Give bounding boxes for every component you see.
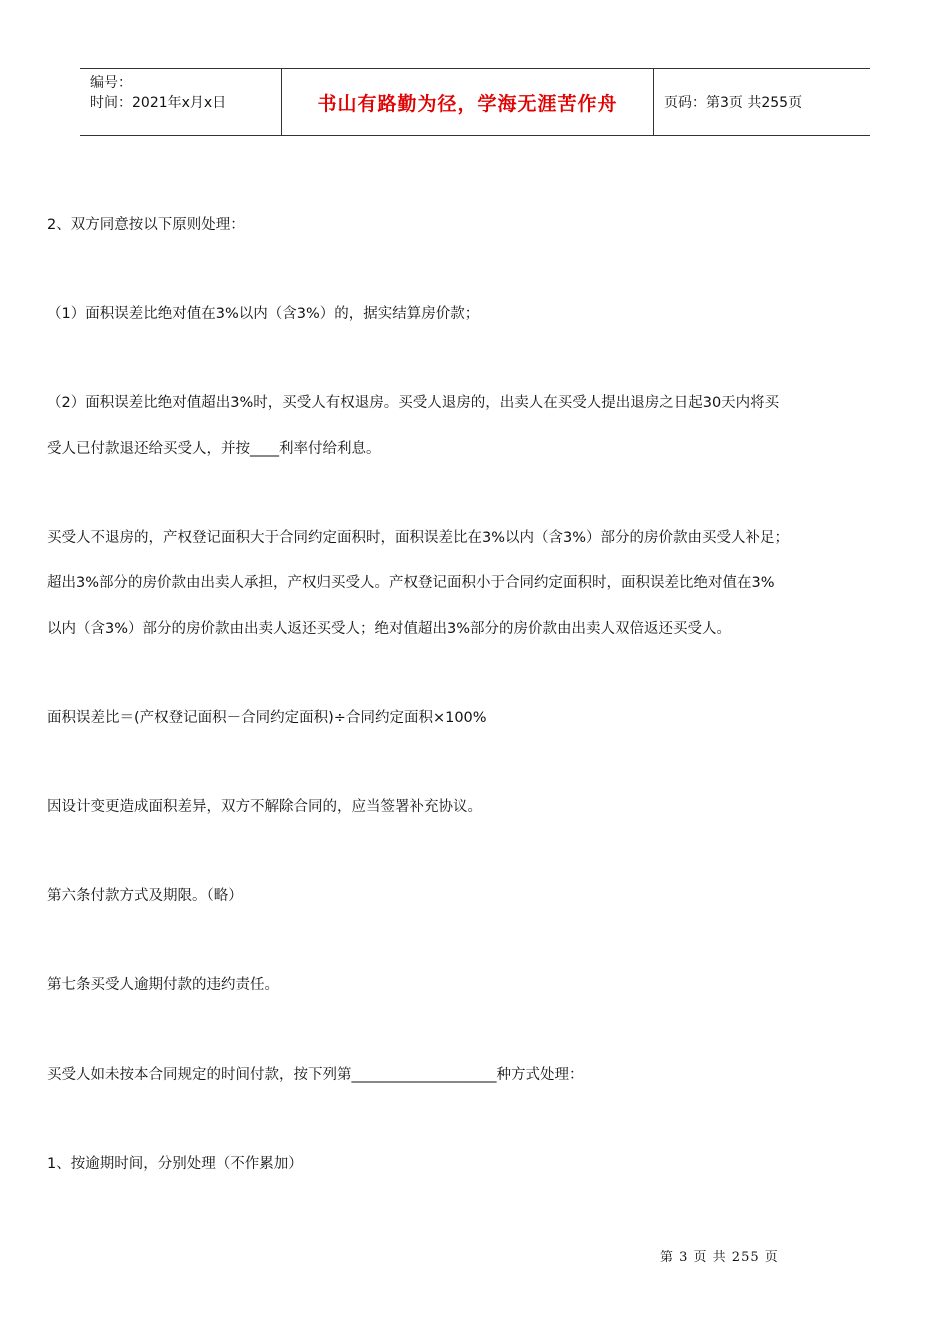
- paragraph-line: 2、双方同意按以下原则处理：: [47, 217, 245, 233]
- page-footer: 第 3 页 共 255 页: [660, 1250, 779, 1265]
- header-page-info: 页码：第3页 共255页: [664, 95, 803, 111]
- header-meta-cell: [80, 69, 281, 135]
- paragraph-line: 超出3%部分的房价款由出卖人承担，产权归买受人。产权登记面积小于合同约定面积时，面积误差比绝对值在3%: [47, 575, 775, 591]
- paragraph-line: 买受人不退房的，产权登记面积大于合同约定面积时，面积误差比在3%以内（含3%）部分的房价款由买受人补足；: [47, 530, 790, 546]
- time-label: 时间：2021年x月x日: [90, 95, 227, 111]
- paragraph-line: 1、按逾期时间，分别处理（不作累加）: [47, 1156, 303, 1172]
- paragraph-line: 因设计变更造成面积差异，双方不解除合同的，应当签署补充协议。: [47, 799, 482, 815]
- header-motto-cell: [281, 69, 654, 135]
- motto-text: 书山有路勤为径，学海无涯苦作舟: [317, 92, 618, 115]
- number-label: 编号：: [90, 75, 132, 91]
- paragraph-line: （2）面积误差比绝对值超出3%时，买受人有权退房。买受人退房的，出卖人在买受人提出退房之日起30天内将买: [47, 395, 780, 411]
- article-heading: 第六条付款方式及期限。（略）: [47, 888, 243, 904]
- formula-line: 面积误差比＝(产权登记面积－合同约定面积)÷合同约定面积×100%: [47, 710, 487, 726]
- page-header: [80, 68, 870, 136]
- header-page-cell: [654, 69, 870, 135]
- paragraph-line: 以内（含3%）部分的房价款由出卖人返还买受人；绝对值超出3%部分的房价款由出卖人双倍返还买受人。: [47, 621, 732, 637]
- article-heading: 第七条买受人逾期付款的违约责任。: [47, 977, 279, 993]
- paragraph-line: （1）面积误差比绝对值在3%以内（含3%）的，据实结算房价款；: [47, 306, 480, 322]
- paragraph-line: 受人已付款退还给买受人，并按____利率付给利息。: [47, 441, 381, 457]
- paragraph-line: 买受人如未按本合同规定的时间付款，按下列第____________________种方式处理：: [47, 1067, 584, 1083]
